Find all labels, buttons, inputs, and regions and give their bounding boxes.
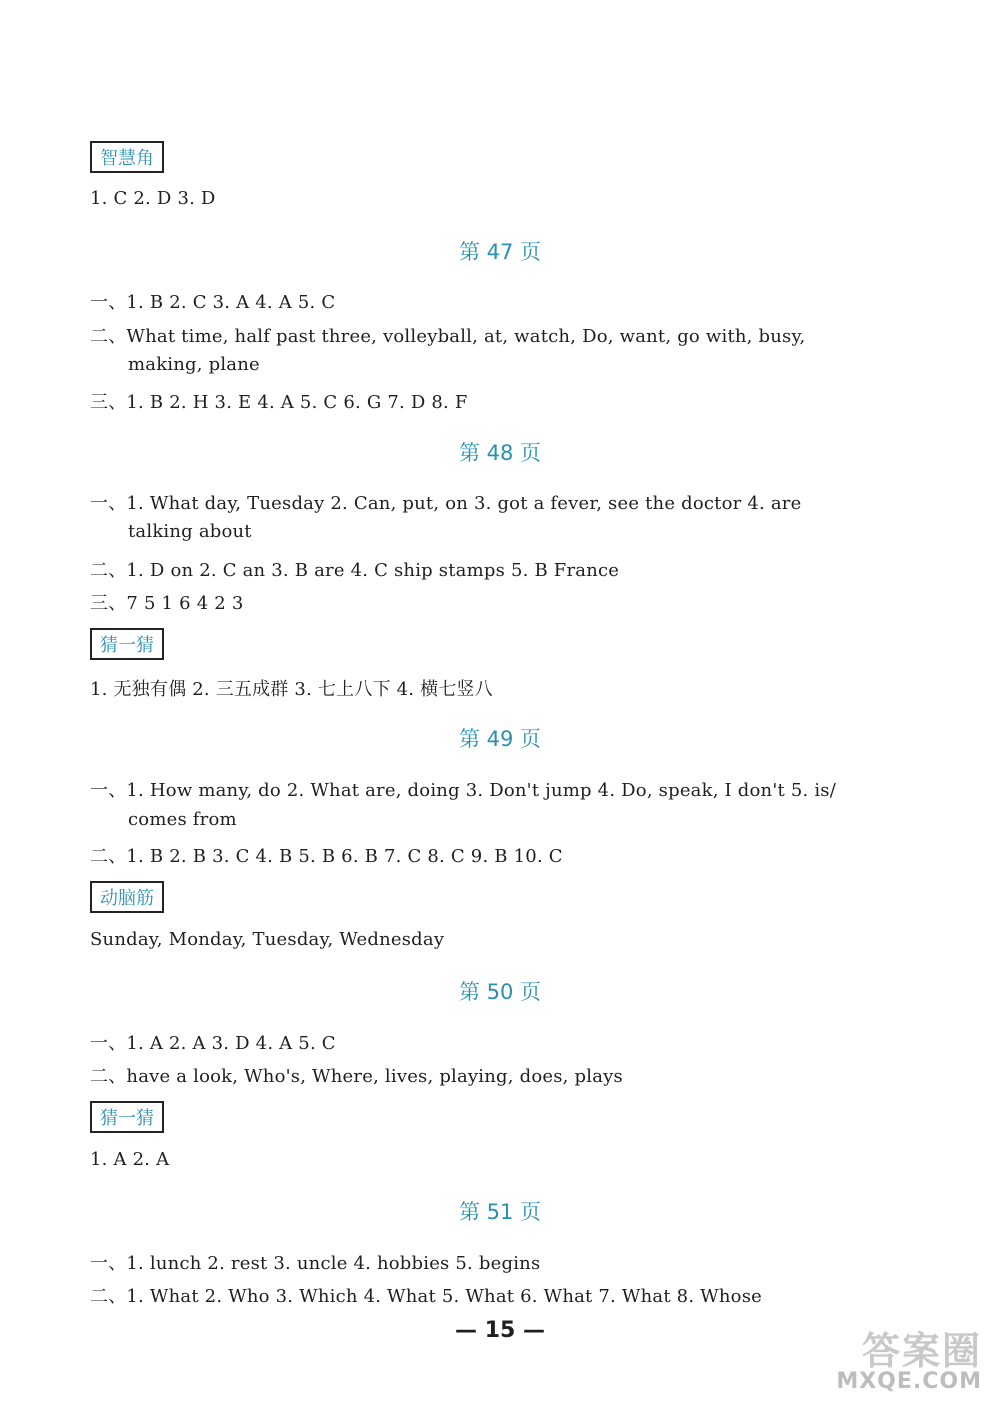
watermark-url: MXQE.COM (836, 1369, 982, 1394)
section-box-label: 猜一猜 (90, 628, 164, 660)
answer-line: 三、1. B 2. H 3. E 4. A 5. C 6. G 7. D 8. F (90, 392, 468, 413)
answer-line: 1. 无独有偶 2. 三五成群 3. 七上八下 4. 横七竖八 (90, 679, 493, 700)
answer-line: 二、1. D on 2. C an 3. B are 4. C ship stamps 5. B France (90, 560, 620, 581)
answer-line: 一、1. A 2. A 3. D 4. A 5. C (90, 1033, 336, 1054)
page-heading: 第 48 页 (458, 441, 542, 465)
answer-line: 二、1. What 2. Who 3. Which 4. What 5. What 6. What 7. What 8. Whose (90, 1286, 762, 1307)
answer-line: 1. A 2. A (90, 1149, 170, 1170)
watermark-logo (756, 1316, 986, 1396)
watermark-text: 答案圈 (861, 1329, 982, 1373)
answer-line: talking about (128, 521, 252, 542)
section-box-label: 智慧角 (90, 141, 164, 173)
answer-line: 一、1. How many, do 2. What are, doing 3. Don't jump 4. Do, speak, I don't 5. is/ (90, 780, 837, 801)
page-heading: 第 51 页 (458, 1200, 542, 1224)
answer-line: 一、1. lunch 2. rest 3. uncle 4. hobbies 5. begins (90, 1253, 541, 1274)
answer-line: 三、7 5 1 6 4 2 3 (90, 593, 244, 614)
page-number: — 15 — (455, 1318, 545, 1343)
answer-line: 二、1. B 2. B 3. C 4. B 5. B 6. B 7. C 8. C 9. B 10. C (90, 846, 563, 867)
answer-line: comes from (128, 809, 237, 830)
answer-line: 1. C 2. D 3. D (90, 188, 216, 209)
answer-line: making, plane (128, 354, 260, 375)
section-box-label: 动脑筋 (90, 881, 164, 913)
answer-line: 二、What time, half past three, volleyball, at, watch, Do, want, go with, busy, (90, 326, 806, 347)
answer-line: 二、have a look, Who's, Where, lives, playing, does, plays (90, 1066, 623, 1087)
page-heading: 第 50 页 (458, 980, 542, 1004)
answer-line: 一、1. B 2. C 3. A 4. A 5. C (90, 292, 336, 313)
page-heading: 第 47 页 (458, 240, 542, 264)
page-heading: 第 49 页 (458, 727, 542, 751)
section-box-label: 猜一猜 (90, 1101, 164, 1133)
answer-line: Sunday, Monday, Tuesday, Wednesday (90, 929, 445, 950)
answer-line: 一、1. What day, Tuesday 2. Can, put, on 3. got a fever, see the doctor 4. are (90, 493, 802, 514)
